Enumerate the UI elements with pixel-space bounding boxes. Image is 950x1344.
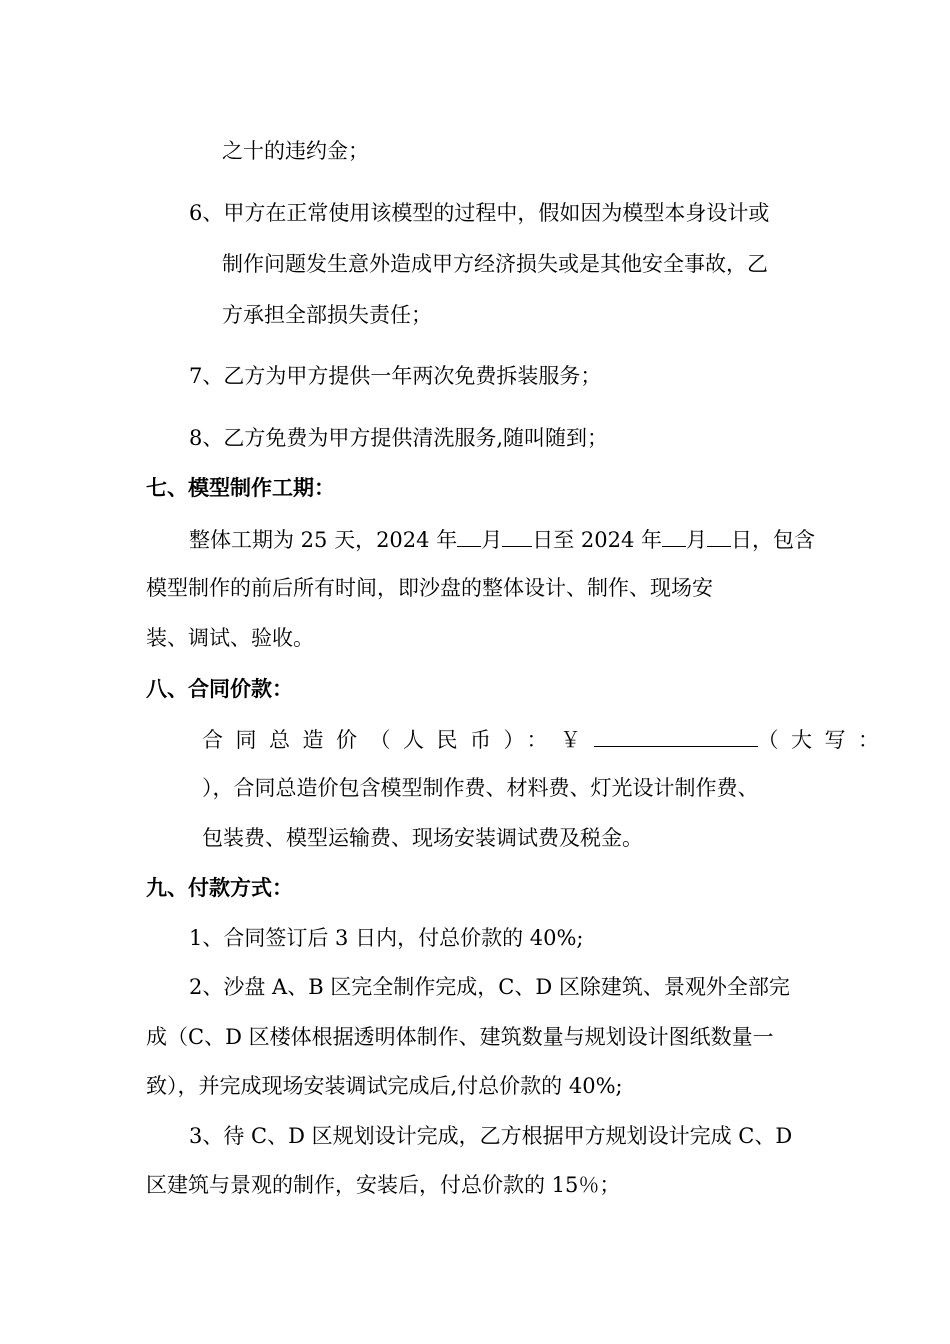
month-label-1: 月 (481, 528, 503, 552)
item7: 7、乙方为甲方提供一年两次免费拆装服务； (189, 364, 602, 388)
start-month-blank (457, 524, 481, 547)
section8-heading: 八、合同价款： (146, 677, 293, 701)
item6-line1: 6、甲方在正常使用该模型的过程中，假如因为模型本身设计或 (189, 201, 770, 225)
payment-item3-line2: 区建筑与景观的制作，安装后，付总价款的 15％； (146, 1173, 621, 1197)
section9-heading: 九、付款方式： (146, 876, 293, 900)
price-label: 合同总造价（人民币）：￥ (202, 728, 594, 752)
item8: 8、乙方免费为甲方提供清洗服务,随叫随到； (189, 426, 609, 450)
section7-para-line3: 装、调试、验收。 (146, 626, 314, 650)
item6-line3: 方承担全部损失责任； (222, 303, 432, 327)
day-include-text: 日，包含 (731, 528, 815, 552)
payment-item3-line1: 3、待 C、D 区规划设计完成，乙方根据甲方规划设计完成 C、D (189, 1124, 793, 1148)
payment-item2-line1: 2、沙盘 A、B 区完全制作完成，C、D 区除建筑、景观外全部完 (189, 975, 790, 999)
payment-item1: 1、合同签订后 3 日内，付总价款的 40%; (189, 926, 584, 950)
capital-amount-label: （大写： (757, 728, 892, 752)
payment-item2-line2: 成（C、D 区楼体根据透明体制作、建筑数量与规划设计图纸数量一 (146, 1025, 774, 1049)
month-label-2: 月 (686, 528, 707, 552)
section7-heading: 七、模型制作工期： (146, 476, 335, 500)
to-year-text: 日至 2024 年 (532, 528, 662, 552)
section7-para-line2: 模型制作的前后所有时间，即沙盘的整体设计、制作、现场安 (146, 576, 713, 600)
section8-line2: ），合同总造价包含模型制作费、材料费、灯光设计制作费、 (202, 776, 759, 800)
payment-item2-line3: 致），并完成现场安装调试完成后,付总价款的 40%; (146, 1074, 623, 1098)
start-day-blank (502, 524, 532, 547)
section7-para-line1 (189, 524, 815, 554)
end-month-blank (662, 524, 686, 547)
price-amount-blank (594, 724, 758, 747)
duration-text: 整体工期为 25 天，2024 年 (189, 528, 458, 552)
item5-tail: 之十的违约金； (222, 139, 369, 163)
section8-line3: 包装费、模型运输费、现场安装调试费及税金。 (202, 826, 643, 850)
end-day-blank (707, 524, 731, 547)
section8-line1 (202, 724, 892, 754)
item6-line2: 制作问题发生意外造成甲方经济损失或是其他安全事故，乙 (222, 252, 768, 276)
